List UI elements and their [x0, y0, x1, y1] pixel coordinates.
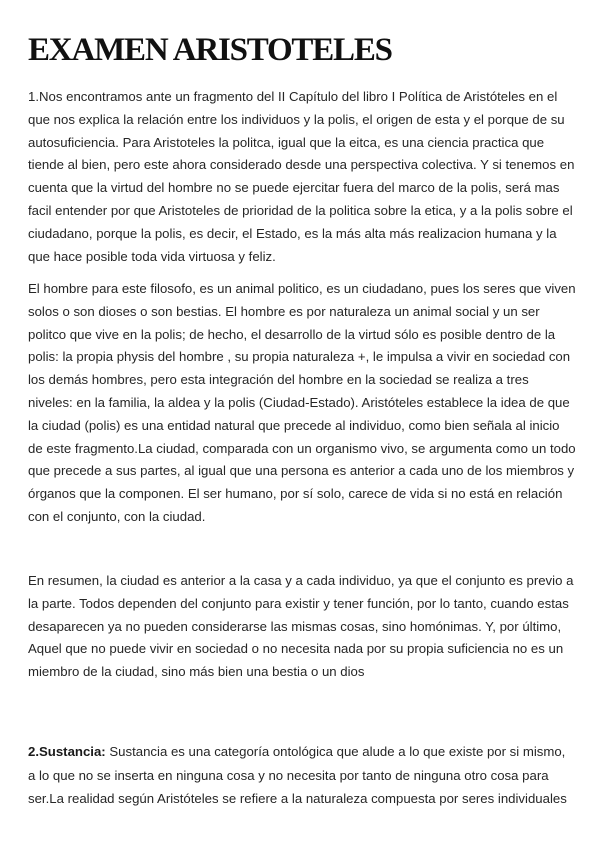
paragraph-political-animal: El hombre para este filosofo, es un animal politico, es un ciudadano, pues los seres que viven solos o son dioses o son bestias. El hombre es por naturaleza un animal social y un ser politco que vive en la polis; de hecho, el desarrollo de la virtud sólo es posible dentro de la polis: la propia physis del hombre , su propia naturaleza +, le impulsa a vivir en sociedad con los demás hombres, pero esta integración del hombre en la sociedad se realiza a tres niveles: en la familia, la aldea y la polis (Ciudad-Estado). Aristóteles establece la idea de que la ciudad (polis) es una entidad natural que precede al individuo, como bien señala al inicio de este fragmento.La ciudad, comparada con un organismo vivo, se argumenta como un todo que precede a sus partes, al igual que una persona es anterior a cada uno de los miembros y órganos que la componen. El ser humano, por sí solo, carece de vida si no está en relación con el conjunto, con la ciudad.: [28, 281, 576, 524]
section-2-number: 2.: [28, 744, 39, 759]
section-2-text: Sustancia es una categoría ontológica que alude a lo que existe por si mismo, a lo que no se inserta en ninguna cosa y no necesita por tanto de ninguna otro cosa para ser.La realidad según Aristóteles se refiere a la naturaleza compuesta por seres individuales: [28, 744, 567, 806]
paragraph-introduction: 1.Nos encontramos ante un fragmento del II Capítulo del libro I Política de Aristóteles en el que nos explica la relación entre los individuos y la polis, el origen de esta y el porque de su autosuficiencia. Para Aristoteles la politca, igual que la eitca, es una ciencia practica que tiende al bien, pero este ahora considerado desde una perspectiva colectiva. Y si tenemos en cuenta que la virtud del hombre no se puede ejercitar fuera del marco de la polis, será mas facil entender por que Aristoteles de prioridad de la politica sobre la etica, y a la polis sobre el ciudadano, porque la polis, es decir, el Estado, es la más alta más realizacion humana y la que hace posible toda vida virtuosa y feliz.: [28, 89, 575, 264]
paragraph-section-2: [28, 740, 576, 811]
document-title: EXAMEN ARISTOTELES: [28, 32, 392, 68]
paragraph-summary: En resumen, la ciudad es anterior a la casa y a cada individuo, ya que el conjunto es previo a la parte. Todos dependen del conjunto para existir y tener función, por lo tanto, cuando estas desaparecen ya no pueden considerarse las mismas cosas, sino homónimas. Y, por último, Aquel que no puede vivir en sociedad o no necesita nada por su propia suficiencia no es un miembro de la ciudad, sino más bien una bestia o un dios: [28, 573, 574, 680]
section-2-term: Sustancia:: [39, 744, 106, 759]
